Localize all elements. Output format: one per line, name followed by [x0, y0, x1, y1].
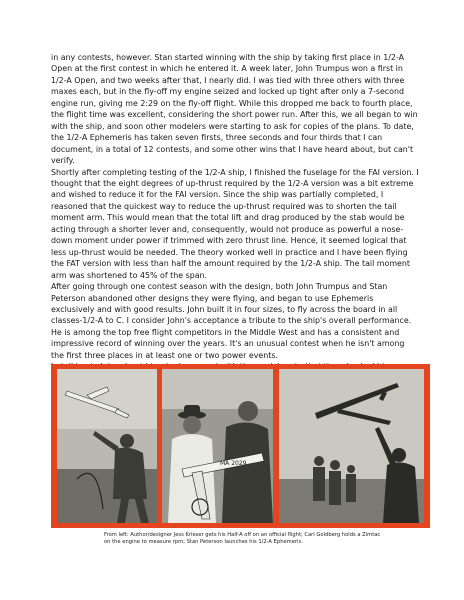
wing-number-text: MA 2029 — [220, 460, 247, 467]
paragraph-3: After going through one contest season with the design, both John Trumpus and Stan Peterson abandoned other designs they were flying, and began to use Ephemeris exclusively and with good results. John built it in four sizes, to fly across the board in all classes-1/2-A to C. I consider John's acceptance a tribute to the ship's overall performance. He is among the top free flight competitors in the Middle West and has a consistent and impressive record of winning over the years. It's an unusual contest when he isn't among the first three places in at least one or two power events. — [51, 282, 412, 360]
paragraph-2: Shortly after completing testing of the 1/2-A ship, I finished the fuselage for the FAI version. I thought that the eight degrees of up-thrust required by the 1/2-A version was a bit extreme and wished to reduce it for the FAI version. Since the ship was partially completed, I reasoned that the quickest way to reduce the up-thrust required was to shorten the tail moment arm. This would mean that the total lift and drag produced by the stab would be acting through a shorter lever and, consequently, would not produce as powerful a nose-down moment under power if trimmed with zero thrust line. Hence, it seemed logical that less up-thrust would be needed. The theory worked well in practice and I have been flying the FAT version with less than half the amount required by the 1/2-A ship. The tail moment arm was shortened to 45% of the span. — [51, 167, 419, 280]
paragraph-1: in any contests, however. Stan started winning with the ship by taking first place in 1/2-A Open at the first contest in which he entered it. A week later, John Trumpus won a first in 1/2-A Open, and two weeks after that, I nearly did. I was tied with three others with three maxes each, but in the fly-off my engine seized and locked up tight after only a 7-second engine run, giving me 2:29 on the fly-off flight. While this dropped me back to fourth place, the flight time was excellent, considering the short power run. After this, we all began to win with the ship, and soon other modelers were starting to ask for copies of the plans. To date, the 1/2-A Ephemeris has taken seven firsts, three seconds and four thirds that I can document, in a total of 12 contests, and some other wins that I have heard about, but can't verify. — [51, 53, 418, 166]
photo-caption: From left: Author/designer Jess Krieser gets his Half-A off on an official flight; Carl Goldberg holds a Zimtac on the engine to measure rpm; Stan Peterson launches his 1/2-A Ephemeris. — [104, 532, 381, 545]
article-body — [51, 52, 419, 373]
photo-peterson-launch — [279, 369, 424, 523]
photo-launch — [57, 369, 157, 523]
photo-strip — [51, 364, 430, 528]
photo-engine-rpm — [162, 369, 273, 523]
